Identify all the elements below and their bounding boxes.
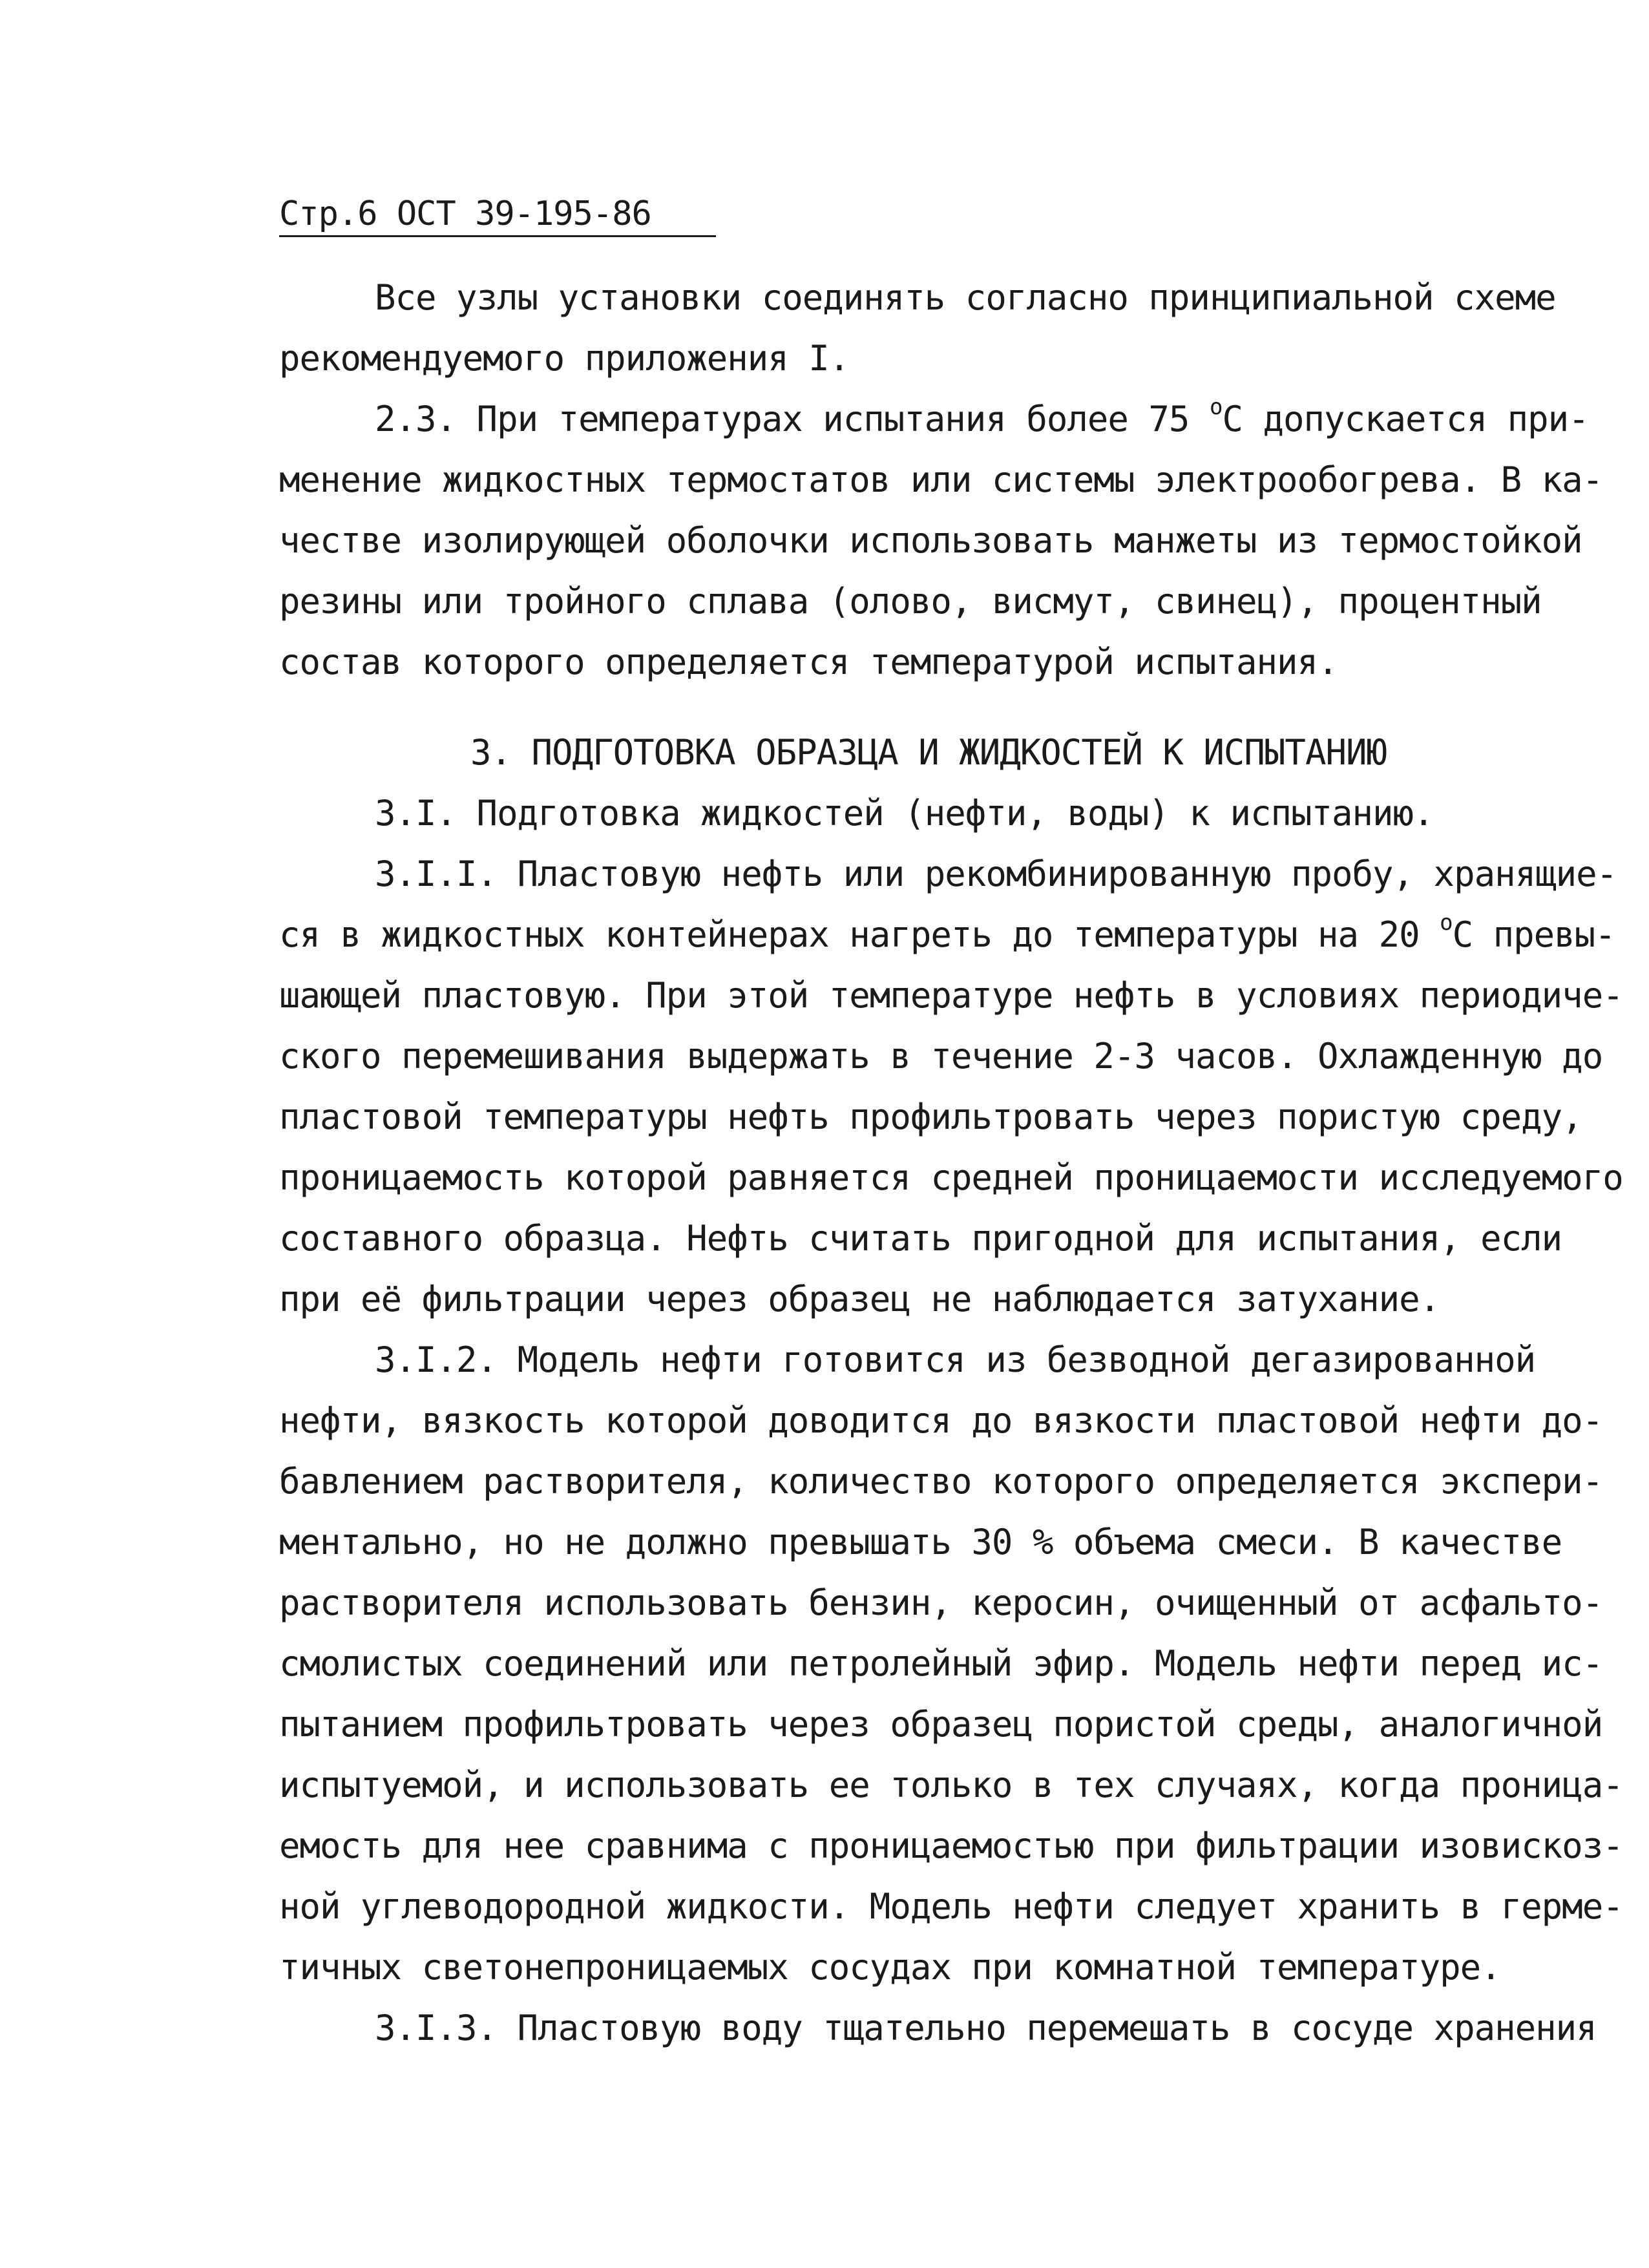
- text-line: [279, 910, 1615, 956]
- text-line: [375, 394, 1589, 441]
- text-line: честве изолирующей оболочки использовать манжеты из термостойкой: [279, 520, 1582, 561]
- text-line: проницаемость которой равняется средней проницаемости исследуемого: [279, 1157, 1623, 1198]
- text-line: смолистых соединений или петролейный эфир. Модель нефти перед ис-: [279, 1643, 1603, 1684]
- text-line: составного образца. Нефть считать пригодной для испытания, если: [279, 1218, 1562, 1259]
- text-line: Все узлы установки соединять согласно принципиальной схеме: [375, 277, 1556, 318]
- text-line: 3.I.3. Пластовую воду тщательно перемешать в сосуде хранения: [375, 2008, 1597, 2048]
- text-line: ского перемешивания выдержать в течение 2-3 часов. Охлажденную до: [279, 1036, 1603, 1076]
- text-line: емость для нее сравнима с проницаемостью при фильтрации изовискоз-: [279, 1825, 1623, 1866]
- subsection-heading: 3.I. Подготовка жидкостей (нефти, воды) к испытанию.: [375, 793, 1434, 834]
- text-line: испытуемой, и использовать ее только в тех случаях, когда проница-: [279, 1765, 1623, 1805]
- text-fragment: C допускается при-: [1222, 399, 1589, 439]
- text-line: растворителя использовать бензин, керосин, очищенный от асфальто-: [279, 1582, 1603, 1623]
- text-line: ментально, но не должно превышать 30 % объема смеси. В качестве: [279, 1522, 1562, 1562]
- text-line: рекомендуемого приложения I.: [279, 338, 850, 379]
- text-line: менение жидкостных термостатов или системы электрообогрева. В ка-: [279, 459, 1603, 500]
- text-fragment: C превы-: [1452, 914, 1615, 955]
- text-fragment: 2.3. При температурах испытания более 75: [375, 399, 1210, 439]
- text-line: резины или тройного сплава (олово, висмут, свинец), процентный: [279, 581, 1542, 622]
- text-fragment: ся в жидкостных контейнерах нагреть до температуры на 20: [279, 914, 1440, 955]
- text-line: при её фильтрации через образец не наблюдается затухание.: [279, 1279, 1440, 1319]
- text-line: шающей пластовую. При этой температуре нефть в условиях периодиче-: [279, 975, 1623, 1016]
- text-line: тичных светонепроницаемых сосудах при комнатной температуре.: [279, 1947, 1501, 1988]
- text-line: 3.I.2. Модель нефти готовится из безводной дегазированной: [375, 1339, 1536, 1380]
- text-line: бавлением растворителя, количество которого определяется экспери-: [279, 1461, 1603, 1502]
- page-header: Стр.6 ОСТ 39-195-86: [279, 193, 716, 237]
- text-line: нефти, вязкость которой доводится до вязкости пластовой нефти до-: [279, 1400, 1603, 1441]
- text-line: пластовой температуры нефть профильтровать через пористую среду,: [279, 1097, 1582, 1137]
- degree-sign: o: [1440, 910, 1453, 936]
- section-heading: 3. ПОДГОТОВКА ОБРАЗЦА И ЖИДКОСТЕЙ К ИСПЫТАНИЮ: [470, 732, 1387, 773]
- degree-sign: o: [1209, 394, 1223, 420]
- text-line: 3.I.I. Пластовую нефть или рекомбинированную пробу, хранящие-: [375, 854, 1617, 894]
- text-line: состав которого определяется температурой испытания.: [279, 642, 1338, 682]
- text-line: ной углеводородной жидкости. Модель нефти следует хранить в герме-: [279, 1886, 1623, 1927]
- text-line: пытанием профильтровать через образец пористой среды, аналогичной: [279, 1704, 1603, 1745]
